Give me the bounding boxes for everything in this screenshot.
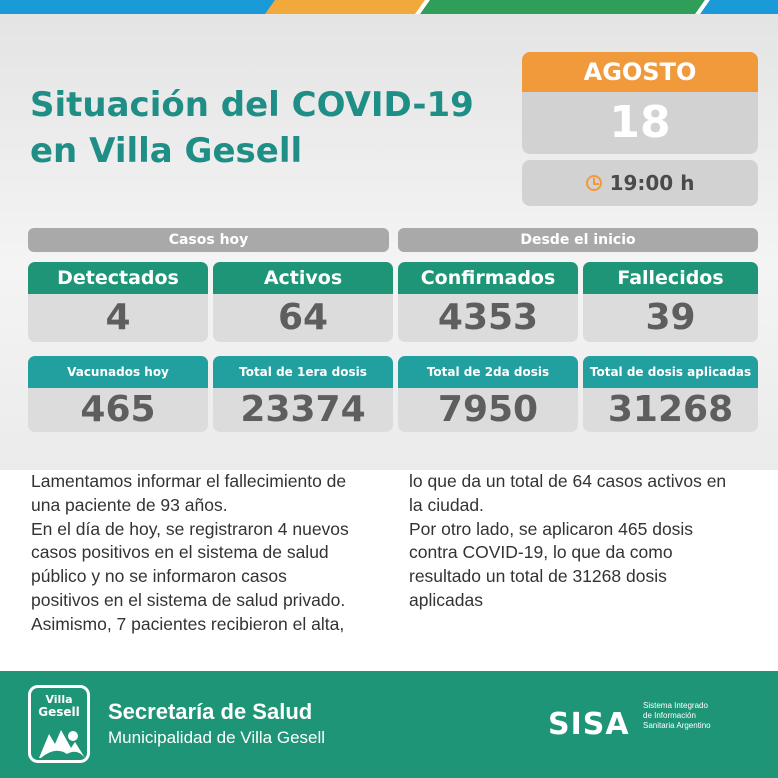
report-line: la ciudad. <box>409 494 484 515</box>
card-value: 23374 <box>213 388 393 432</box>
card-label: Confirmados <box>398 262 578 294</box>
report-line: Por otro lado, se aplicaron 465 dosis <box>409 518 694 539</box>
report-line: lo que da un total de 64 casos activos en <box>409 471 727 491</box>
footer <box>0 671 778 778</box>
report-time-value: 19:00 h <box>609 171 695 195</box>
title-line-2: en Villa Gesell <box>30 131 303 171</box>
card-value: 465 <box>28 388 208 432</box>
card-label: Total de 2da dosis <box>398 356 578 388</box>
card-total-1era-dosis <box>213 356 393 432</box>
card-label: Vacunados hoy <box>28 356 208 388</box>
card-label: Detectados <box>28 262 208 294</box>
card-total-dosis-aplicadas <box>583 356 758 432</box>
report-line: Asimismo, 7 pacientes recibieron el alta, <box>31 613 345 634</box>
date-month: AGOSTO <box>522 52 758 92</box>
date-box <box>522 52 758 206</box>
report-column-1 <box>31 470 391 637</box>
card-label: Total de 1era dosis <box>213 356 393 388</box>
sisa-desc-line: Sistema Integrado <box>643 701 708 710</box>
card-value: 64 <box>213 294 393 342</box>
date-day: 18 <box>522 92 758 154</box>
footer-subtitle: Municipalidad de Villa Gesell <box>108 728 326 747</box>
sisa-description <box>643 701 711 731</box>
report-line: una paciente de 93 años. <box>31 494 228 515</box>
footer-title: Secretaría de Salud <box>108 699 313 724</box>
report-line: contra COVID-19, lo que da como <box>409 542 673 563</box>
logo-line-2: Gesell <box>38 705 80 719</box>
card-label: Fallecidos <box>583 262 758 294</box>
report-line: casos positivos en el sistema de salud <box>31 542 329 563</box>
card-value: 39 <box>583 294 758 342</box>
report-line: Lamentamos informar el fallecimiento de <box>31 471 347 491</box>
report-line: resultado un total de 31268 dosis <box>409 566 667 587</box>
card-activos <box>213 262 393 342</box>
page-title <box>30 82 474 174</box>
villa-gesell-logo <box>28 685 90 763</box>
card-value: 4353 <box>398 294 578 342</box>
card-vacunados-hoy <box>28 356 208 432</box>
sisa-logo: SISA <box>548 707 630 742</box>
report-line: aplicadas <box>409 589 483 610</box>
report-line: público y no se informaron casos <box>31 566 287 587</box>
card-value: 4 <box>28 294 208 342</box>
section-casos-hoy: Casos hoy <box>28 228 389 252</box>
card-value: 31268 <box>583 388 758 432</box>
card-confirmados <box>398 262 578 342</box>
report-column-2 <box>409 470 759 613</box>
sisa-desc-line: de Información <box>643 711 696 720</box>
clock-icon <box>586 175 602 191</box>
card-detectados <box>28 262 208 342</box>
report-line: positivos en el sistema de salud privado. <box>31 589 346 610</box>
card-fallecidos <box>583 262 758 342</box>
title-line-1: Situación del COVID-19 <box>30 85 474 125</box>
card-label: Total de dosis aplicadas <box>583 356 758 388</box>
card-value: 7950 <box>398 388 578 432</box>
section-desde-el-inicio: Desde el inicio <box>398 228 758 252</box>
report-line: En el día de hoy, se registraron 4 nuevos <box>31 518 349 539</box>
card-label: Activos <box>213 262 393 294</box>
card-total-2da-dosis <box>398 356 578 432</box>
top-color-stripe <box>0 0 778 14</box>
report-time <box>522 160 758 206</box>
report-text <box>0 470 778 670</box>
sisa-desc-line: Sanitaria Argentino <box>643 721 711 730</box>
dunes-icon <box>37 724 87 760</box>
logo-line-1: Villa <box>45 693 73 706</box>
